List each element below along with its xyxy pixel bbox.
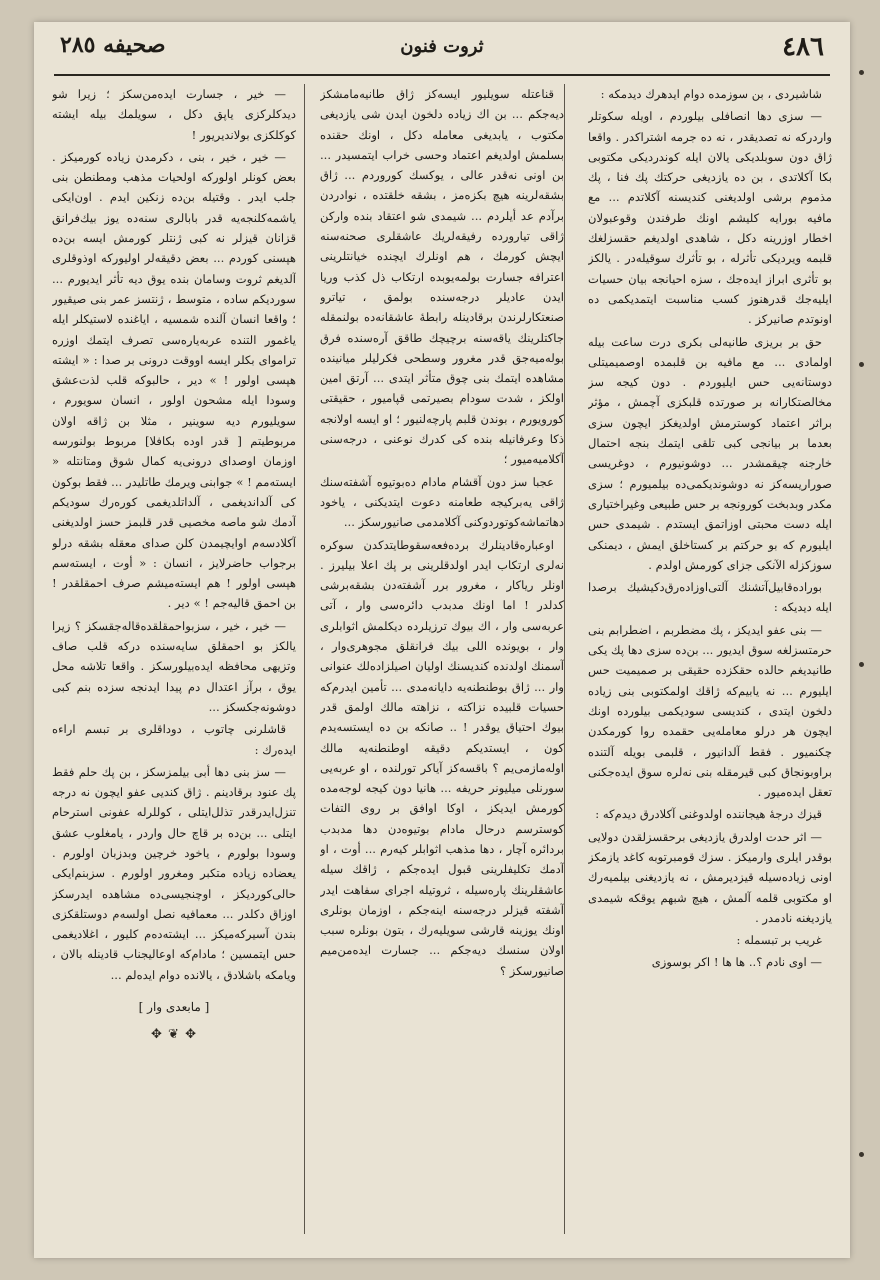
paragraph: — سزى دها انصافلى بيلوردم ، اويله سكوتلر واردركه نه تصديقدر ، نه ده جرمه اشتراكدر . واقعا ژاق دون سوبلديكى يالان ايله كوندرديكى مكتوبى بكا آكلاتدى ، بن ده يازديغى حركتك پك فنا ، پك مذموم برشى اولديغنى كنديسنه آكلاتدم ... مع مافيه بورايه كليشم اونك طرفندن وقوعبولان اخطار اوزرينه دكل ، شاهدى اولديغم حقسزلغك قلبمه ويرديكى تأثرله ، بو تأثرك سوقيله‌در . يالكز بو تأثرى ابراز ايده‌جك ، سزه احيانجه بيان حسيات ايليه‌جك قدرهنوز كسب مناسبت ايتمديكمى ده اونوتدم صانيركز . — [588, 109, 832, 327]
paragraph: — بنى عفو ايديكز ، پك مضطربم ، اضطرابم بنى حرمتسزلغه سوق ايديور ... بن‌ده سزى دها پك يكى طانيديغم حالده حقكزده حقيقى بر صميميت حس ايليورم ... نه يابيم‌كه ژاقك اولمكتوبى بنى زياده دلخون ايتدى ، كنديسى سوديكمى بيلورده اونك ايچون هر درلو معامله‌يى حقمده روا كورمكدن چكنميور . فقط آلدانيور ، قلبمى بويله آلتنده براوبونجاق كبى قيرمقله بنى نه‌لره سوق ايده‌جكنى تعقل ايده‌ميور . — [588, 622, 832, 800]
header-rule — [54, 74, 830, 76]
paragraph: شاشيردى ، بن سوزمده دوام ايدهرك ديدمكه : — [600, 87, 822, 101]
binding-hole — [859, 362, 864, 367]
paragraph: اوعبارەقادينلرك برده‌فعەسقوطايتدكدن سوكره نه‌لرى ارتكاب ايدر اولدقلرينى بر پك اعلا بيليرز . اونلر رياكار ، مغرور برر آشفته‌دن بشقه‌برشى كدلدر ! اما اونك مدبدب دائره‌سى وار ، آتى عربه‌سى وار ، اك بيوك ترزيلرده دیكلمش اثوابلرى وار ، بويونده اللى بيك فرانقلق مجوهرى‌وار ، آسمنك اولدنده كنديسنك اوليان اصيلزادەلك عنوانى وار ... ژاق بوطنطنه‌يه دايانه‌مدى ... تأمين ايدرم‌كه حسيات قلبيده نزاكته ، نزاهته مالك اولمق قدر بيوك احتياق يوقدر ! .. صانكه بن ده ايستسه‌يدم كون ، ايستديكم دقيقه اوطنطنه‌يه مالك اولەمازمى‌يم ؟ باقسه‌كز آياكر تورلنده ، او عربه‌يى سورنلى ميليونر حريفه ... هانيا دون كيجه لوجه‌مده كورمش ايديكز ، اوكا اوافق بر روى التفات كوسترسم درحال مادام بوتيوەدن دها مدبدب بردائره آچار ، دها مذهب اثوابلر كيه‌رم ... أوت ، او آدمك تكليفلرينى قبول ايده‌جكم ، ژاقك سيلە عاشقلرينك پارەسيله ، ثروتيله اجراى سفاهت ايدر آشفته قيزلر درجه‌سنه اينه‌جكم ، اوزمان بونلرى اونك يوزينه قارشى سويليه‌رك ، بتون بونلره سبب اولان سنسك ديه‌جكم ... جسارت ايده‌من‌ميم صانيورسكز ؟ — [320, 537, 564, 978]
page-number: ٤٨٦ — [782, 32, 824, 62]
column-divider — [564, 84, 565, 1234]
paragraph: — اثر حدت اولدرق يازديغى برحقسزلقدن دولايى بوقدر ايلرى وارميكز . سزك قومبرتوبه كاغد يازمكز اونى زياده‌سيله قيزديرمش ، نه يازديغنى بيلميه‌رك او مكتوبى قلمه آلمش ، هيچ شبهم يوقكه شيمدى يازديغنه نادمدر . — [588, 829, 832, 925]
paragraph: قاشلرنى چاتوب ، دوداقلرى بر تبسم اراءه ايده‌رك : — [52, 722, 296, 757]
continued-notice: [ مابعدى وار ] — [138, 1000, 210, 1015]
column-divider — [304, 84, 305, 1234]
paragraph: قيزك درجۀ هيجاننده اولدوغنى آكلادرق ديدم‌كه : — [595, 807, 822, 822]
page-header — [34, 22, 850, 74]
paragraph: بوراده‌قابيل‌آتشنك آلتى‌اوزاده‌رق‌دكيشيك برصدا ايله ديديكه : — [588, 580, 832, 615]
text-column-left — [52, 84, 296, 1236]
paragraph: — خير ، خير ، بنى ، دكرمدن زياده كورميكز . بعض كونلر اولوركه اولحيات مذهب ومطنطن بنى جلب ايدر . وقتيله بن‌ده زنكين ايدم . اون‌ايكى ياشمه‌كلنجه‌يه قدر بابالرى سنه‌ده يوز بيك‌فرانق قزانان قيزلر نه كبى ژنتلر كورمش ايسه بن‌ده هپسنى كوردم ... بعض دقيقه‌لر اوليوركه اوذوقلرى آلديغم ثروت وسامان بنده يوق ديه تأثر ايديورم ... سوردیکم ساده ، متوسط ، ژنتسز عمر بنى صيقيور ؛ واقعا انسان آلنده شمسيه ، اياغنده لاستيكلر ايله ياغمور التنده عربه‌يارەسى تصرف ايتمك اوزره ترامواى بكلر ايسه اووقت درونى بر صدا : « ايشته هپسى اولور ! » دير ، حالبوكه قلب لذت‌عشق وسودا ايله مشحون اولور ، انسان سويورم ، سويليورم ديه سوينير ، مثلا بن ژاقه اولان مربوطيتم [ قدر اوده بكافلا] مربوط بولنورسه اوزمان اوصداى درونى‌يه كمال شوق ومتانتله « ايستەمم ! » جوابنى ويرمك طاتليدر ... فقط بوكون كى آلدانديغمى ، آلداتلديغمى كوره‌رك سوديكم آدمك شو ماصه مخصيى قدر قلبمز حسز اولديغنى آكلادسه‌م اوايچيمدن كلن صداى معقله بشقه درلو برجواب حاضرلايز ، انسان : « أوت ، ايسته‌سم هپسى اولور ! هم ايسته‌ميشم صرف احمقلقدر ! بن احمق قاليه‌جم ! » دير . — [52, 149, 296, 611]
paragraph: — خير ، خير ، سزبواحمقلقده‌قاله‌جقسكز ؟ زيرا يالكز بو احمقلق سايه‌سنده دركه قلب صاف وتزيهى محافظه ايده‌بيلورسكز . واقعا تلاشه محل يوق ، برآز اعتدال دم پيدا ايدنجه سزده بنم كبى دوشونه‌جكسكز ... — [52, 618, 296, 714]
text-column-middle — [320, 84, 564, 1236]
paragraph: حق بر بريزى طانيه‌لى بكرى درت ساعت بيله اولمادى ... مع مافيه بن قلبمده اوصميميتلى دوستانه‌يى حس ايليوردم . دون كيجه سز مخالصتكارانه بر صورتده قلبكزى آچمش ، مؤثر براثر اعتماد كوسترمش اولديغكز ايچون سزى بعدما بر بيانجى كبى تلقى ايتمك بنجه احتمال خارجنه چيقمشدر ... دوشونيورم ، دوغريسى صوراريسه‌كز نه دوشونديكمى‌ده بيلميورم ؛ سزى مكدر وبدبخت كورونجه بر حس طبيعى وغيراختيارى ايله دست محبتى اوزاتمق ايستدم . شيمدى حس ايليورم كه بو حركتم بر كستاخلق ايمش ، ديمنكى سوزكزله الآنكى جزاى كورمش اولدم . — [588, 334, 832, 572]
binding-hole — [859, 1152, 864, 1157]
binding-hole — [859, 70, 864, 75]
masthead-title: ثروت فنون — [400, 36, 484, 57]
binding-hole — [859, 662, 864, 667]
text-column-right — [588, 84, 832, 1236]
paragraph: — خير ، جسارت ايده‌من‌سكز ؛ زيرا شو ديدكلركزى ياپق دكل ، سويلمك بيله ايشته كوكلكزى بولانديريور ! — [52, 87, 296, 142]
issue-label: صحيفه ٢٨٥ — [60, 32, 166, 58]
ornament-divider: ✥ ❦ ✥ — [151, 1027, 197, 1043]
paragraph: عجبا سز دون آقشام مادام دەبوتيوه آشفته‌سنك ژاقى يەبركيجه طعامنه دعوت ايتديكنى ، ياخود دهاتماشه‌كوتوردوكنى آكلامدمى صانيورسكز ... — [320, 474, 564, 530]
paragraph: قناعتله سويليور ايسه‌كز ژاق طانيه‌مامشكز ديه‌جكم ... بن اك زياده دلخون ايدن شى يازديغى مكتوب ، يابديغى معامله دكل ، اونك حقنده بسلمش اولديغم اعتماد وحسى خراب ايتمسيدر ... بن اونى نه‌قدر عالى ، يوكسك كوروردم ... ژاق بشقه‌لرينه هيچ بكزه‌مز ، بشقه خلقتده ، نوادردن برآدم عد أيلردم ... شيمدى شو اعتقاد بنده وارکن ژاقى تيارورده رفيقه‌لريك عاشقلرى صحنه‌سنه ايچش كورمك ، هم اونلرك ايچنده خيانتلرينى اعترافه جسارت بولمه‌يوبده ارتكاب ذل كذب وريا ايدن عاديلر درجه‌سنده بولمق ، تياترو صنعتكارلرندن برقادينله رابطۀ عاشقانه‌ده بولنمقله جاكتلرينك ياقه‌سنه برچيچك طاقق آره‌سنده فرق بوله‌ميه‌جق قدر مغرور وسطحى فكرليلر ميانينده مشاهده ايتمك بنى چوق متأثر ايتدى ... آرتق امين اولكز ، شدت سودام بصيرتمى قپاميور ، حقيقتى كورويورم ، بوندن قلبم پارچه‌لنيور ؛ او ايسه اولانجه ذكا وعرفانيله بنده كى كدرك نوعنى ، درجه‌سنى آكلاميه‌ميور ؛ — [320, 87, 564, 467]
paragraph: — اوى نادم ؟.. ها ها ! اكر بوسوزى — [651, 955, 822, 970]
paragraph: — سز بنى دها أبى بيلمزسكز ، بن پك حلم فقط پك عنود برقادينم . ژاق كنديى عفو ايچون نه درجه تنزل‌ايدرقدر تذلل‌ايتلى ، كوللرله عفونى استرحام ايتلى ... بن‌ده بر قاچ حال واردر ، يامغلوب عشق وسودا بولورم ، ياخود خرچين وبدزبان اولورم . يعضاده زياده متكبر ومغرور اولورم . سزبنم‌ايكى حالى‌كورديكز ، اوچنجيسى‌ده مشاهده ايدرسكز اوزاق دكلدر ... معمافيه نصل اولسه‌م دوستلقكزى بندن آسيركەميكز ... ايشته‌ده‌م كليور ، اغلاديغمى حس ايتمسين ؛ مادام‌كه اوعاليجناب قادينله بالان ، ويامكه‌ باشلادق ، يالانده دوام ايده‌لم ... — [52, 764, 296, 982]
paragraph: غريب بر تبسمله : — [736, 933, 822, 948]
newspaper-page — [34, 22, 850, 1258]
